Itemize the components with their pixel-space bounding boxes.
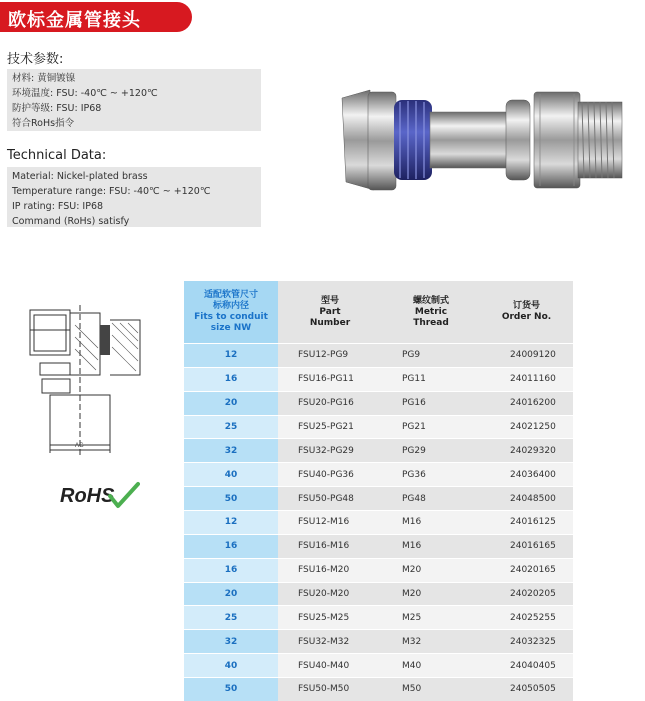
tech-cn-line: 符合RoHs指令 [12,118,75,129]
cell-thread: M16 [382,511,480,535]
spec-table [184,281,573,701]
cell-thread: PG48 [382,487,480,511]
header-conduit-size: 适配软管尺寸 标称内径 Fits to conduit size NW [184,281,278,344]
tech-cn-line: 环境温度: FSU: -40℃ ~ +120℃ [12,88,158,99]
cell-conduit-size: 12 [184,344,278,368]
cell-order-no: 24021250 [480,415,573,439]
cell-order-no: 24020165 [480,558,573,582]
tech-cn-box [7,69,261,131]
page-title: 欧标金属管接头 [8,10,141,31]
table-row [184,511,573,535]
tech-en-line: IP rating: FSU: IP68 [12,201,104,212]
table-row [184,391,573,415]
cell-conduit-size: 25 [184,415,278,439]
table-body [184,344,573,701]
cell-conduit-size: 32 [184,630,278,654]
tech-en-line: Material: Nickel-plated brass [12,171,148,182]
cell-conduit-size: 40 [184,654,278,678]
cell-conduit-size: 50 [184,678,278,701]
cell-part-number: FSU50-PG48 [278,487,382,511]
cell-conduit-size: 32 [184,439,278,463]
table-row [184,678,573,701]
tech-cn-line: 防护等级: FSU: IP68 [12,103,102,114]
table-row [184,487,573,511]
cell-order-no: 24050505 [480,678,573,701]
tech-en-line: Temperature range: FSU: -40℃ ~ +120℃ [12,186,211,197]
cell-thread: PG36 [382,463,480,487]
table-row [184,654,573,678]
cell-order-no: 24016165 [480,534,573,558]
table-row [184,558,573,582]
cell-conduit-size: 16 [184,534,278,558]
cell-order-no: 24040405 [480,654,573,678]
header-part-number: 型号 Part Number [278,281,382,344]
cell-part-number: FSU50-M50 [278,678,382,701]
tech-cn-heading: 技术参数: [7,52,64,67]
cell-part-number: FSU16-M20 [278,558,382,582]
cell-thread: M25 [382,606,480,630]
cell-part-number: FSU40-M40 [278,654,382,678]
table-header-row [184,281,573,344]
table-row [184,630,573,654]
cell-thread: PG11 [382,367,480,391]
cell-part-number: FSU32-M32 [278,630,382,654]
cell-part-number: FSU20-M20 [278,582,382,606]
cell-order-no: 24011160 [480,367,573,391]
cell-conduit-size: 16 [184,367,278,391]
cell-thread: PG9 [382,344,480,368]
cell-order-no: 24016200 [480,391,573,415]
cell-conduit-size: 20 [184,391,278,415]
cell-thread: M40 [382,654,480,678]
table-row [184,582,573,606]
tech-en-box [7,167,261,227]
table-row [184,415,573,439]
cell-part-number: FSU16-PG11 [278,367,382,391]
tech-en-line: Command (RoHs) satisfy [12,216,130,227]
cell-thread: M32 [382,630,480,654]
cell-order-no: 24032325 [480,630,573,654]
title-banner [0,2,192,32]
cell-conduit-size: 12 [184,511,278,535]
table-row [184,606,573,630]
cross-section-drawing [20,285,160,460]
cell-part-number: FSU16-M16 [278,534,382,558]
tech-en-heading: Technical Data: [7,148,107,163]
cell-thread: PG16 [382,391,480,415]
cell-order-no: 24036400 [480,463,573,487]
cell-conduit-size: 16 [184,558,278,582]
cell-thread: M50 [382,678,480,701]
cell-conduit-size: 20 [184,582,278,606]
cell-conduit-size: 25 [184,606,278,630]
cell-part-number: FSU40-PG36 [278,463,382,487]
cell-order-no: 24048500 [480,487,573,511]
table-row [184,439,573,463]
cell-part-number: FSU20-PG16 [278,391,382,415]
header-order-no: 订货号 Order No. [480,281,573,344]
cell-order-no: 24016125 [480,511,573,535]
cell-thread: PG21 [382,415,480,439]
header-metric-thread: 螺纹制式 Metric Thread [382,281,480,344]
table-row [184,463,573,487]
cell-conduit-size: 50 [184,487,278,511]
cell-order-no: 24025255 [480,606,573,630]
cell-order-no: 24020205 [480,582,573,606]
cell-part-number: FSU32-PG29 [278,439,382,463]
cell-order-no: 24029320 [480,439,573,463]
dimension-label: AG [75,443,84,449]
rohs-text: RoHS [60,485,115,507]
cell-part-number: FSU25-M25 [278,606,382,630]
cell-conduit-size: 40 [184,463,278,487]
table-row [184,534,573,558]
cell-order-no: 24009120 [480,344,573,368]
table-row [184,344,573,368]
cell-part-number: FSU12-M16 [278,511,382,535]
tech-cn-line: 材料: 黄铜镀镍 [12,73,76,84]
cell-part-number: FSU12-PG9 [278,344,382,368]
cell-thread: M16 [382,534,480,558]
cell-part-number: FSU25-PG21 [278,415,382,439]
table-row [184,367,573,391]
cell-thread: M20 [382,582,480,606]
cell-thread: M20 [382,558,480,582]
rohs-logo [60,480,140,510]
product-photo [330,70,630,210]
cell-thread: PG29 [382,439,480,463]
